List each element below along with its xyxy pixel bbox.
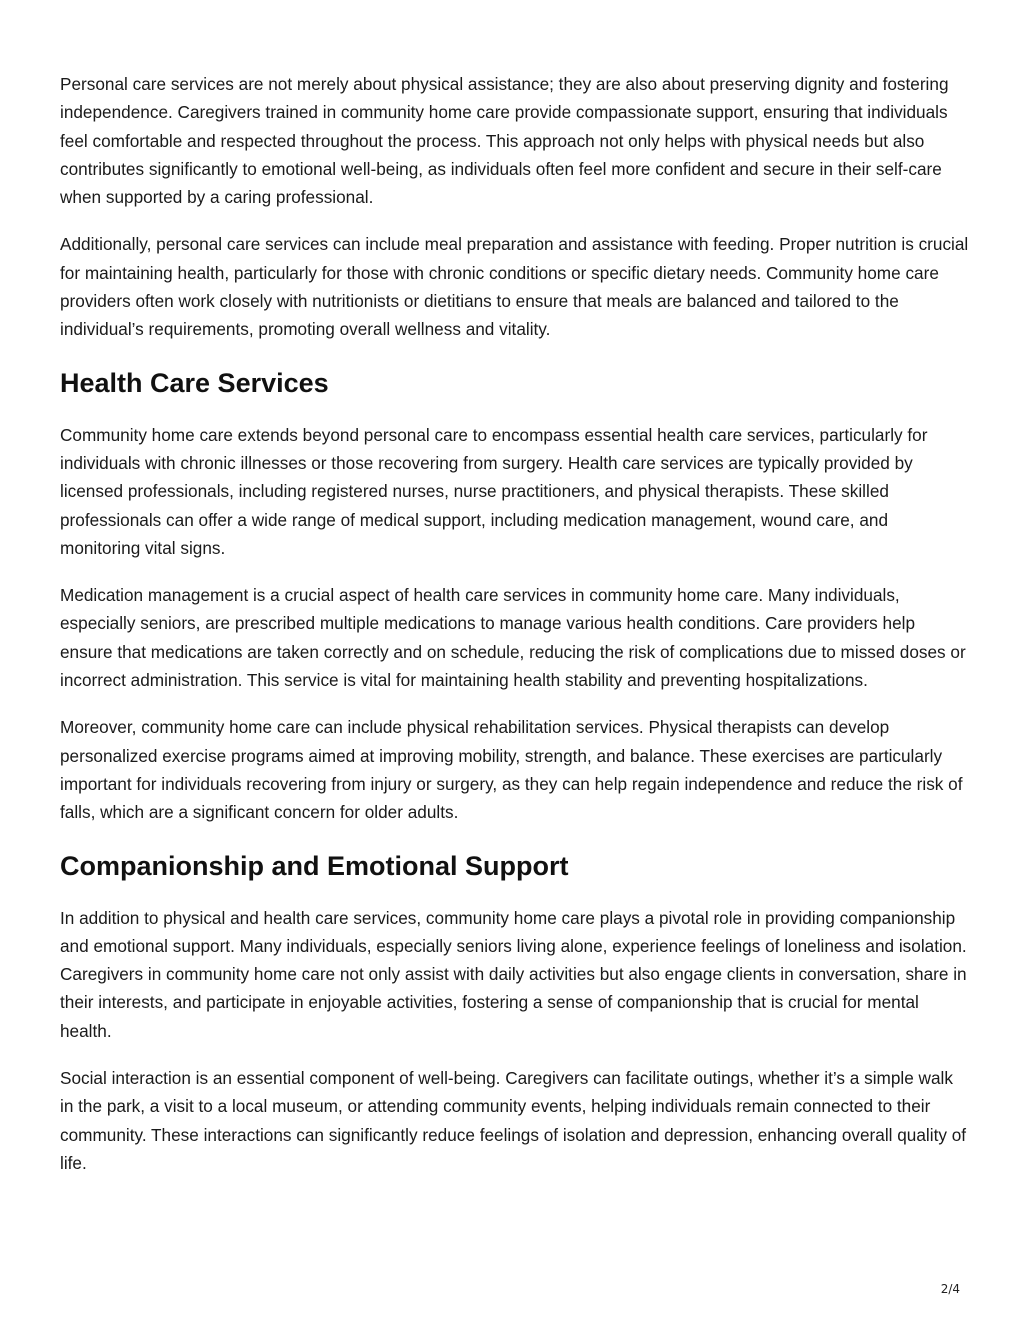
intro-paragraph-1: Personal care services are not merely about physical assistance; they are also about preserving dignity and fostering independence. Caregivers trained in community home care provide compassionate support, ensuring that individuals feel comfortable and respected throughout the process. This approach not only helps with physical needs but also contributes significantly to emotional well-being, as individuals often feel more confident and secure in their self-care when supported by a caring professional. bbox=[60, 74, 949, 208]
health-care-paragraph-1: Community home care extends beyond personal care to encompass essential health care services, particularly for individuals with chronic illnesses or those recovering from surgery. Health care services are typically provided by licensed professionals, including registered nurses, nurse practitioners, and physical therapists. These skilled professionals can offer a wide range of medical support, including medication management, wound care, and monitoring vital signs. bbox=[60, 424, 928, 558]
document-page bbox=[60, 70, 970, 1196]
health-care-paragraph-3: Moreover, community home care can include physical rehabilitation services. Physical therapists can develop personalized exercise programs aimed at improving mobility, strength, and balance. These exercises are particularly important for individuals recovering from injury or surgery, as they can help regain independence and reduce the risk of falls, which are a significant concern for older adults. bbox=[60, 717, 963, 823]
health-care-heading: Health Care Services bbox=[60, 367, 329, 398]
intro-paragraph-2: Additionally, personal care services can include meal preparation and assistance with feeding. Proper nutrition is crucial for maintaining health, particularly for those with chronic conditions or specific dietary needs. Community home care providers often work closely with nutritionists or dietitians to ensure that meals are balanced and tailored to the individual’s requirements, promoting overall wellness and vitality. bbox=[60, 234, 969, 340]
health-care-paragraph-2: Medication management is a crucial aspect of health care services in community home care. Many individuals, especially seniors, are prescribed multiple medications to manage various health conditions. Care providers help ensure that medications are taken correctly and on schedule, reducing the risk of complications due to missed doses or incorrect administration. This service is vital for maintaining health stability and preventing hospitalizations. bbox=[60, 585, 966, 691]
companionship-paragraph-2: Social interaction is an essential component of well-being. Caregivers can facilitate outings, whether it’s a simple walk in the park, a visit to a local museum, or attending community events, helping individuals remain connected to their community. These interactions can significantly reduce feelings of isolation and depression, enhancing overall quality of life. bbox=[60, 1068, 967, 1173]
page-number: 2/4 bbox=[940, 1282, 960, 1296]
companionship-paragraph-1: In addition to physical and health care services, community home care plays a pivotal role in providing companionship and emotional support. Many individuals, especially seniors living alone, experience feelings of loneliness and isolation. Caregivers in community home care not only assist with daily activities but also engage clients in conversation, share in their interests, and participate in enjoyable activities, fostering a sense of companionship that is crucial for mental health. bbox=[60, 907, 967, 1041]
companionship-heading: Companionship and Emotional Support bbox=[60, 850, 569, 881]
